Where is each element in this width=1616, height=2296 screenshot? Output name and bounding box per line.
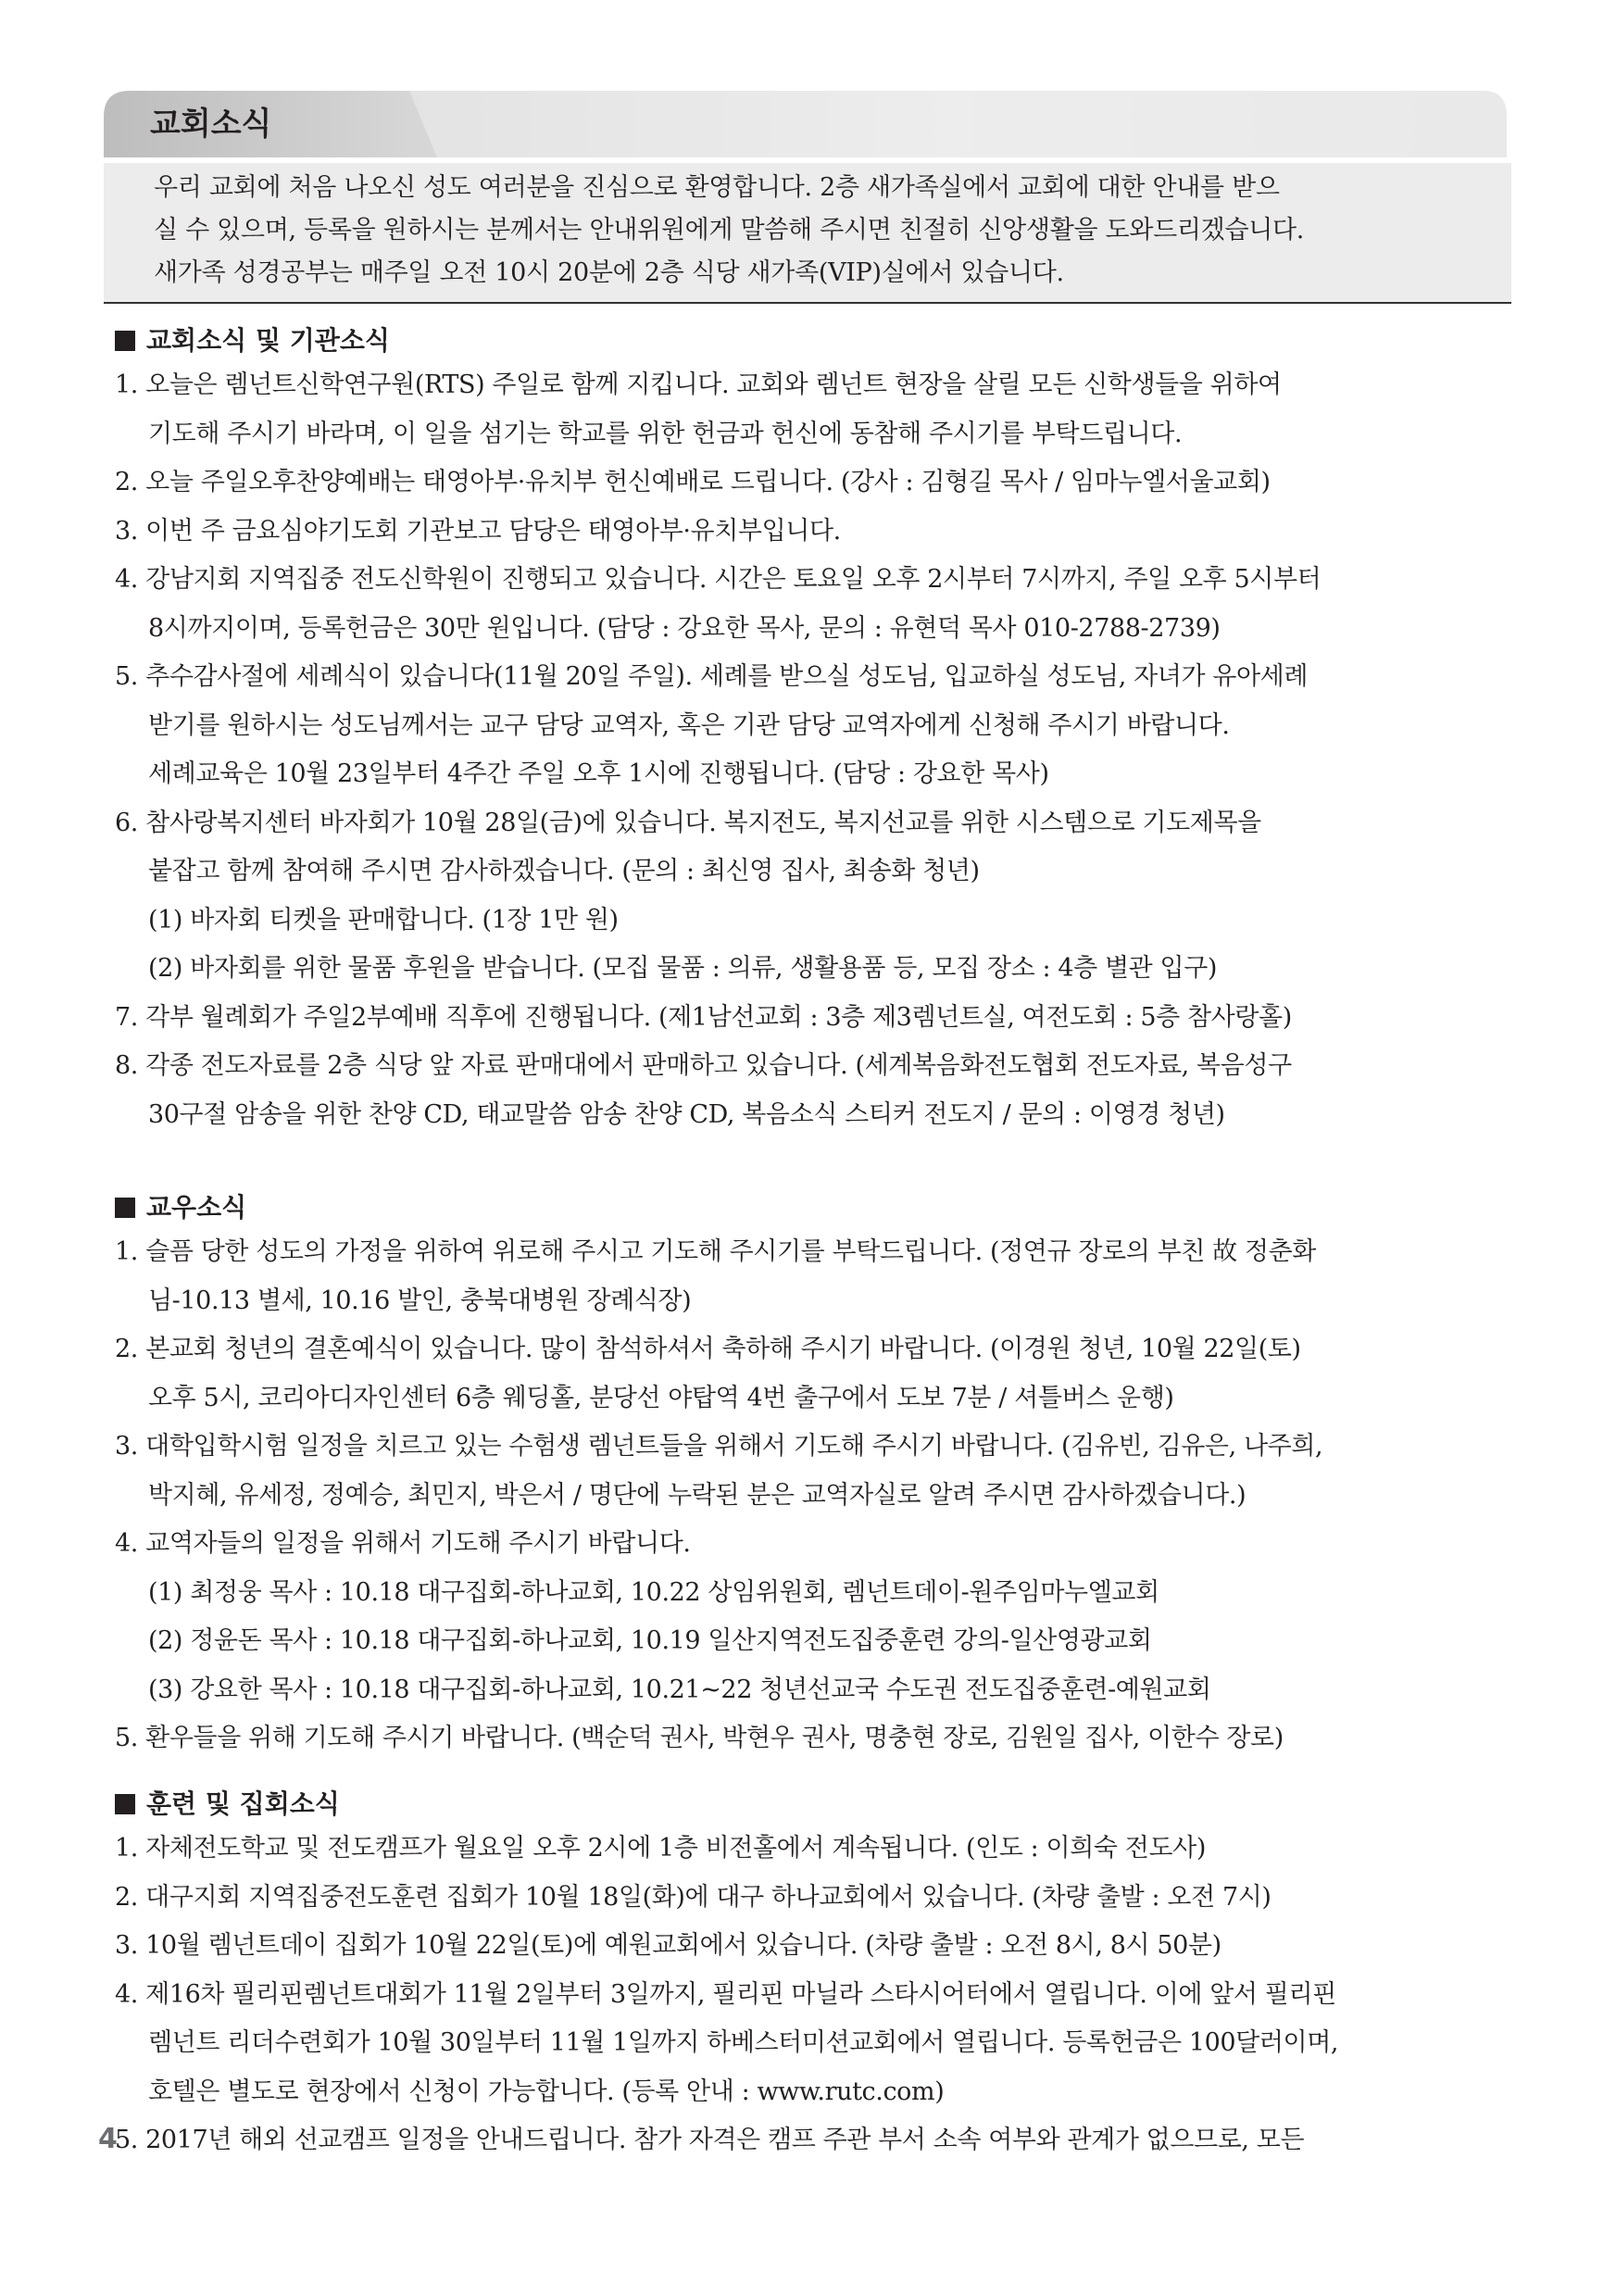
list-item: 6. 참사랑복지센터 바자회가 10월 28일(금)에 있습니다. 복지전도, 복지선교를 위한 시스템으로 기도제목을 — [115, 808, 1261, 837]
welcome-line: 우리 교회에 처음 나오신 성도 여러분을 진심으로 환영합니다. 2층 새가족실에서 교회에 대한 안내를 받으 — [154, 173, 1280, 202]
list-item-continuation: 30구절 암송을 위한 찬양 CD, 태교말씀 암송 찬양 CD, 복음소식 스티커 전도지 / 문의 : 이영경 청년) — [148, 1099, 1225, 1129]
list-item: 3. 이번 주 금요심야기도회 기관보고 담당은 태영아부·유치부입니다. — [115, 516, 841, 546]
list-item-continuation: 님-10.13 별세, 10.16 발인, 충북대병원 장례식장) — [148, 1286, 692, 1315]
list-item-continuation: 기도해 주시기 바라며, 이 일을 섬기는 학교를 위한 헌금과 헌신에 동참해 주시기를 부탁드립니다. — [148, 419, 1183, 448]
list-item: 5. 추수감사절에 세례식이 있습니다(11월 20일 주일). 세례를 받으실 성도님, 입교하실 성도님, 자녀가 유아세례 — [115, 662, 1309, 691]
list-item: 4. 강남지회 지역집중 전도신학원이 진행되고 있습니다. 시간은 토요일 오후 2시부터 7시까지, 주일 오후 5시부터 — [115, 565, 1322, 594]
welcome-box — [104, 163, 1511, 304]
list-item: 5. 2017년 해외 선교캠프 일정을 안내드립니다. 참가 자격은 캠프 주관 부서 소속 여부와 관계가 없으므로, 모든 — [115, 2126, 1305, 2154]
list-item-continuation: 세례교육은 10월 23일부터 4주간 주일 오후 1시에 진행됩니다. (담당 : 강요한 목사) — [148, 759, 1049, 788]
list-subitem: (1) 최정웅 목사 : 10.18 대구집회-하나교회, 10.22 상임위원회, 렘넌트데이-원주임마누엘교회 — [148, 1577, 1159, 1607]
list-item-continuation: 렘넌트 리더수련회가 10월 30일부터 11월 1일까지 하베스터미션교회에서 열립니다. 등록헌금은 100달러이며, — [148, 2028, 1339, 2057]
list-item: 4. 제16차 필리핀렘넌트대회가 11월 2일부터 3일까지, 필리핀 마닐라 스타시어터에서 열립니다. 이에 앞서 필리핀 — [115, 1979, 1336, 2009]
list-item: 1. 오늘은 렘넌트신학연구원(RTS) 주일로 함께 지킵니다. 교회와 렘넌트 현장을 살릴 모든 신학생들을 위하여 — [115, 370, 1282, 399]
section-heading-church-news: 교회소식 및 기관소식 — [115, 322, 390, 359]
list-item: 3. 대학입학시험 일정을 치르고 있는 수험생 렘넌트들을 위해서 기도해 주시기 바랍니다. (김유빈, 김유은, 나주희, — [115, 1432, 1323, 1461]
list-item: 8. 각종 전도자료를 2층 식당 앞 자료 판매대에서 판매하고 있습니다. (세계복음화전도협회 전도자료, 복음성구 — [115, 1051, 1292, 1080]
list-item: 3. 10월 렘넌트데이 집회가 10월 22일(토)에 예원교회에서 있습니다. (차량 출발 : 오전 8시, 8시 50분) — [115, 1931, 1221, 1960]
list-item: 2. 대구지회 지역집중전도훈련 집회가 10월 18일(화)에 대구 하나교회에서 있습니다. (차량 출발 : 오전 7시) — [115, 1882, 1272, 1912]
church-news-list — [115, 361, 1522, 1139]
list-item-continuation: 붙잡고 함께 참여해 주시면 감사하겠습니다. (문의 : 최신영 집사, 최송화 청년) — [148, 857, 980, 885]
section-header — [104, 91, 1507, 157]
list-item: 5. 환우들을 위해 기도해 주시기 바랍니다. (백순덕 권사, 박현우 권사, 명충현 장로, 김원일 집사, 이한수 장로) — [115, 1724, 1284, 1752]
member-news-list — [115, 1228, 1522, 1763]
header-title: 교회소식 — [150, 106, 272, 143]
list-item: 2. 오늘 주일오후찬양예배는 태영아부·유치부 헌신예배로 드립니다. (강사 : 김형길 목사 / 임마누엘서울교회) — [115, 468, 1271, 496]
list-item: 2. 본교회 청년의 결혼예식이 있습니다. 많이 참석하셔서 축하해 주시기 바랍니다. (이경원 청년, 10월 22일(토) — [115, 1335, 1301, 1363]
list-subitem: (1) 바자회 티켓을 판매합니다. (1장 1만 원) — [148, 905, 619, 935]
list-item-continuation: 오후 5시, 코리아디자인센터 6층 웨딩홀, 분당선 야탑역 4번 출구에서 도보 7분 / 셔틀버스 운행) — [148, 1383, 1174, 1412]
list-subitem: (3) 강요한 목사 : 10.18 대구집회-하나교회, 10.21~22 청년선교국 수도권 전도집중훈련-예원교회 — [148, 1675, 1211, 1704]
square-bullet-icon — [115, 331, 135, 351]
list-item: 7. 각부 월례회가 주일2부예배 직후에 진행됩니다. (제1남선교회 : 3층 제3렘넌트실, 여전도회 : 5층 참사랑홀) — [115, 1002, 1292, 1032]
list-item-continuation: 받기를 원하시는 성도님께서는 교구 담당 교역자, 혹은 기관 담당 교역자에게 신청해 주시기 바랍니다. — [148, 710, 1230, 740]
section-heading-member-news: 교우소식 — [115, 1189, 246, 1226]
list-item: 1. 슬픔 당한 성도의 가정을 위하여 위로해 주시고 기도해 주시기를 부탁드립니다. (정연규 장로의 부친 故 정춘화 — [115, 1237, 1316, 1266]
welcome-line: 실 수 있으며, 등록을 원하시는 분께서는 안내위원에게 말씀해 주시면 친절히 신앙생활을 도와드리겠습니다. — [154, 216, 1305, 245]
welcome-line: 새가족 성경공부는 매주일 오전 10시 20분에 2층 식당 새가족(VIP)실에서 있습니다. — [154, 258, 1064, 287]
square-bullet-icon — [115, 1198, 135, 1218]
list-subitem: (2) 바자회를 위한 물품 후원을 받습니다. (모집 물품 : 의류, 생활용품 등, 모집 장소 : 4층 별관 입구) — [148, 954, 1218, 983]
list-subitem: (2) 정윤돈 목사 : 10.18 대구집회-하나교회, 10.19 일산지역전도집중훈련 강의-일산영광교회 — [148, 1626, 1152, 1655]
square-bullet-icon — [115, 1794, 135, 1814]
training-news-list — [115, 1825, 1522, 2165]
list-item-continuation: 박지혜, 유세정, 정예승, 최민지, 박은서 / 명단에 누락된 분은 교역자실로 알려 주시면 감사하겠습니다.) — [148, 1480, 1246, 1510]
list-item: 1. 자체전도학교 및 전도캠프가 월요일 오후 2시에 1층 비전홀에서 계속됩니다. (인도 : 이희숙 전도사) — [115, 1834, 1206, 1863]
header-tab-shape — [104, 91, 1507, 157]
page-number: 4 — [98, 2123, 118, 2155]
list-item-continuation: 호텔은 별도로 현장에서 신청이 가능합니다. (등록 안내 : www.rutc.com) — [148, 2076, 945, 2106]
section-heading-training-news: 훈련 및 집회소식 — [115, 1786, 340, 1823]
list-item-continuation: 8시까지이며, 등록헌금은 30만 원입니다. (담당 : 강요한 목사, 문의 : 유현덕 목사 010-2788-2739) — [148, 613, 1221, 643]
list-item: 4. 교역자들의 일정을 위해서 기도해 주시기 바랍니다. — [115, 1529, 691, 1558]
